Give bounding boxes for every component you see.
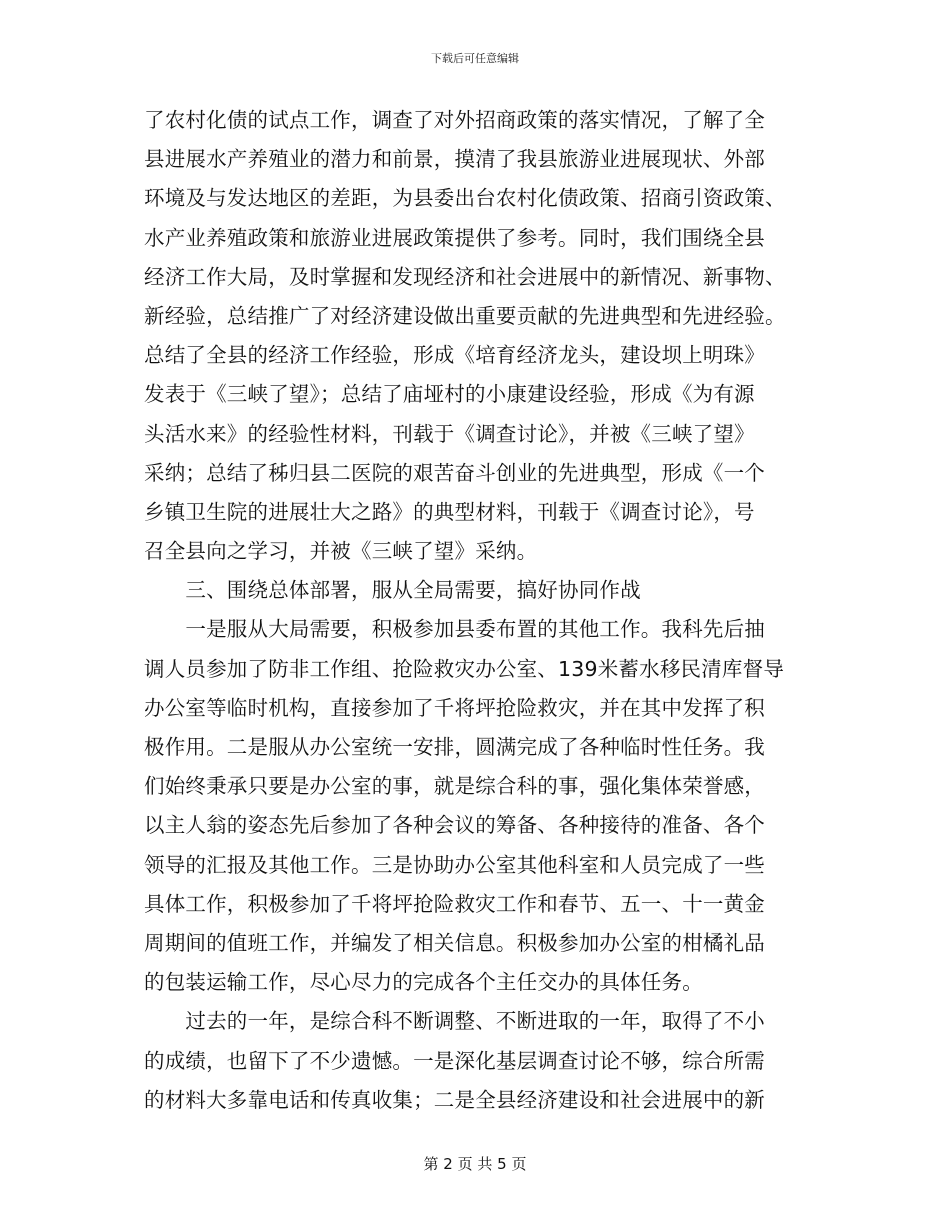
body-line: 县进展水产养殖业的潜力和前景，摸清了我县旅游业进展现状、外部 bbox=[144, 147, 765, 172]
body-line: 极作用。二是服从办公室统一安排，圆满完成了各种临时性任务。我 bbox=[144, 735, 765, 759]
body-line: 周期间的值班工作，并编发了相关信息。积极参加办公室的柑橘礼品 bbox=[144, 930, 765, 955]
section-heading: 三、围绕总体部署，服从全局需要，搞好协同作战 bbox=[144, 578, 641, 603]
page-header: 下载后可任意编辑 bbox=[431, 52, 519, 65]
body-line: 办公室等临时机构，直接参加了千将坪抢险救灾，并在其中发挥了积 bbox=[144, 695, 765, 720]
body-line: 头活水来》的经验性材料，刊载于《调查讨论》，并被《三峡了望》 bbox=[144, 421, 755, 446]
body-line: 的包装运输工作，尽心尽力的完成各个主任交办的具体任务。 bbox=[144, 970, 703, 995]
body-line: 水产业养殖政策和旅游业进展政策提供了参考。同时，我们围绕全县 bbox=[144, 225, 765, 250]
body-line: 总结了全县的经济工作经验，形成《培育经济龙头，建设坝上明珠》 bbox=[144, 343, 765, 368]
body-line: 一是服从大局需要，积极参加县委布置的其他工作。我科先后抽 bbox=[144, 617, 765, 642]
body-line: 发表于《三峡了望》；总结了庙垭村的小康建设经验，形成《为有源 bbox=[144, 382, 755, 407]
body-line: 的材料大多靠电话和传真收集；二是全县经济建设和社会进展中的新 bbox=[144, 1087, 765, 1112]
body-line: 具体工作，积极参加了千将坪抢险救灾工作和春节、五一、十一黄金 bbox=[144, 891, 765, 916]
body-line: 采纳；总结了秭归县二医院的艰苦奋斗创业的先进典型，形成《一个 bbox=[144, 460, 765, 485]
body-line: 以主人翁的姿态先后参加了各种会议的筹备、各种接待的准备、各个 bbox=[144, 813, 765, 838]
body-line: 过去的一年，是综合科不断调整、不断进取的一年，取得了不小 bbox=[144, 1009, 765, 1034]
page-number: 第 2 页 共 5 页 bbox=[423, 1155, 527, 1173]
body-line: 调人员参加了防非工作组、抢险救灾办公室、139米蓄水移民清库督导 bbox=[144, 656, 785, 681]
body-line: 的成绩，也留下了不少遗憾。一是深化基层调查讨论不够，综合所需 bbox=[144, 1048, 765, 1073]
body-line: 乡镇卫生院的进展壮大之路》的典型材料，刊载于《调查讨论》，号 bbox=[144, 499, 755, 524]
body-line: 环境及与发达地区的差距，为县委出台农村化债政策、招商引资政策、 bbox=[144, 186, 786, 211]
body-line: 领导的汇报及其他工作。三是协助办公室其他科室和人员完成了一些 bbox=[144, 852, 765, 877]
body-line: 了农村化债的试点工作，调查了对外招商政策的落实情况，了解了全 bbox=[144, 108, 765, 132]
body-line: 新经验，总结推广了对经济建设做出重要贡献的先进典型和先进经验。 bbox=[144, 303, 786, 328]
document-body bbox=[144, 101, 806, 1120]
body-line: 经济工作大局，及时掌握和发现经济和社会进展中的新情况、新事物、 bbox=[144, 264, 786, 289]
body-line: 们始终秉承只要是办公室的事，就是综合科的事，强化集体荣誉感， bbox=[144, 774, 765, 799]
body-line: 召全县向之学习，并被《三峡了望》采纳。 bbox=[144, 539, 538, 564]
